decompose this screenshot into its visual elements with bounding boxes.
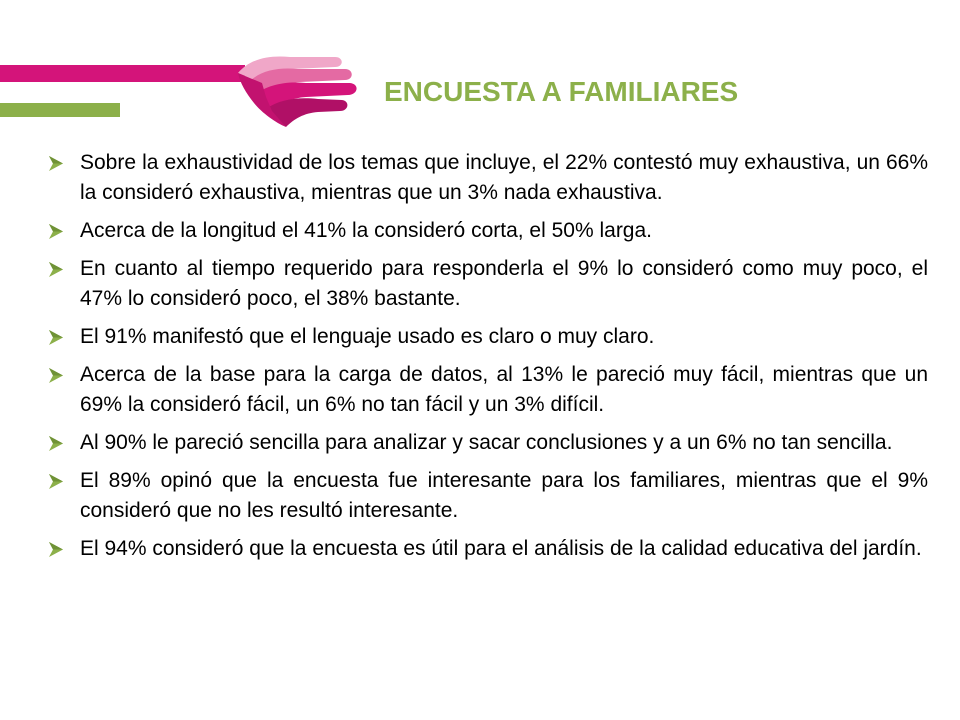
bullet-text: El 91% manifestó que el lenguaje usado es claro o muy claro. — [80, 325, 655, 348]
list-item — [48, 360, 928, 420]
arrowhead-bullet-icon — [48, 262, 64, 277]
arrowhead-bullet-icon — [48, 474, 64, 489]
bullet-text: Sobre la exhaustividad de los temas que incluye, el 22% contestó muy exhaustiva, un 66% la consideró exhaustiva, mientras que un 3% nada exhaustiva. — [80, 151, 928, 204]
header-hand-graphic — [0, 45, 360, 135]
arrowhead-bullet-icon — [48, 224, 64, 239]
list-item — [48, 534, 928, 564]
bullet-text: Acerca de la longitud el 41% la consideró corta, el 50% larga. — [80, 219, 653, 242]
list-item — [48, 466, 928, 526]
list-item — [48, 216, 928, 246]
arrowhead-bullet-icon — [48, 542, 64, 557]
bullet-text: Al 90% le pareció sencilla para analizar y sacar conclusiones y a un 6% no tan sencilla. — [80, 431, 893, 454]
arrowhead-bullet-icon — [48, 156, 64, 171]
magenta-stripe — [0, 65, 245, 82]
green-stripe — [0, 103, 120, 117]
list-item — [48, 322, 928, 352]
arrowhead-bullet-icon — [48, 368, 64, 383]
bullet-text: En cuanto al tiempo requerido para responderla el 9% lo consideró como muy poco, el 47% lo consideró poco, el 38% bastante. — [80, 257, 928, 310]
list-item — [48, 428, 928, 458]
list-item — [48, 254, 928, 314]
bullet-list — [48, 148, 928, 572]
bullet-text: El 89% opinó que la encuesta fue interesante para los familiares, mientras que el 9% consideró que no les resultó interesante. — [80, 469, 928, 522]
bullet-text: El 94% consideró que la encuesta es útil para el análisis de la calidad educativa del jardín. — [80, 537, 922, 560]
bullet-text: Acerca de la base para la carga de datos, al 13% le pareció muy fácil, mientras que un 69% la consideró fácil, un 6% no tan fácil y un 3% difícil. — [80, 363, 928, 416]
list-item — [48, 148, 928, 208]
slide-title: ENCUESTA A FAMILIARES — [384, 76, 739, 107]
arrowhead-bullet-icon — [48, 436, 64, 451]
arrowhead-bullet-icon — [48, 330, 64, 345]
hand-icon — [238, 57, 357, 127]
